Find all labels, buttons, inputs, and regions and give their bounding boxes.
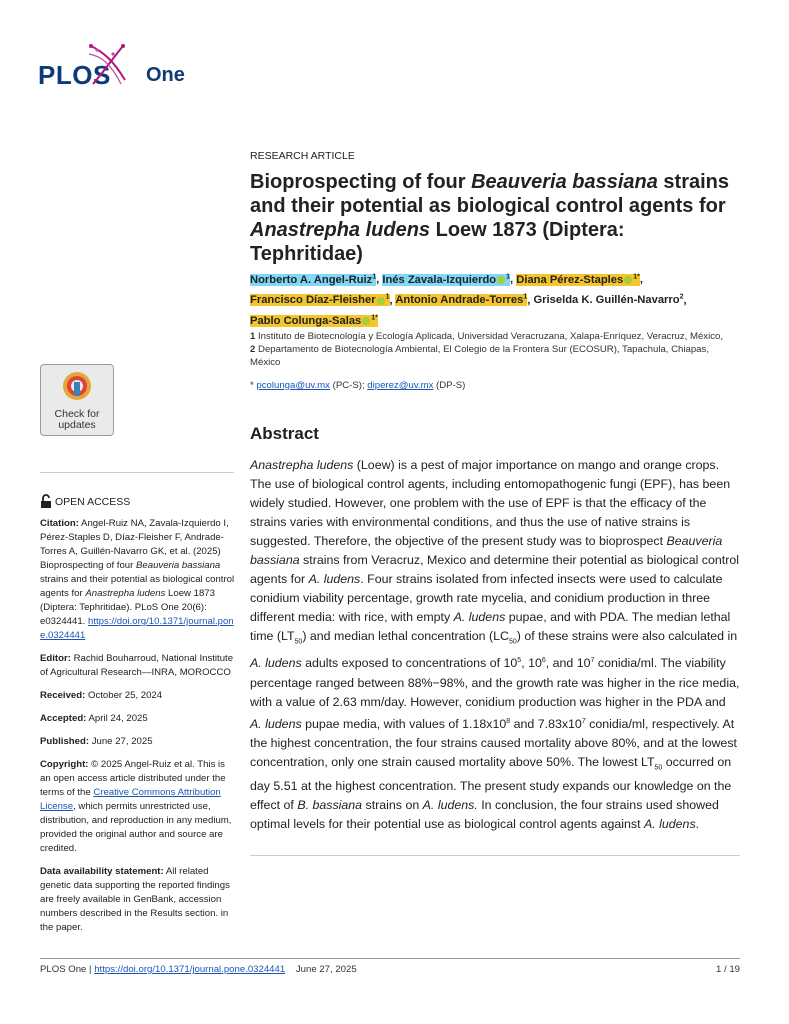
journal-logo[interactable] bbox=[38, 44, 198, 104]
footer-date: June 27, 2025 bbox=[295, 964, 357, 975]
check-updates-line1: Check for bbox=[54, 408, 100, 420]
license-link[interactable]: Creative Commons Attribution License bbox=[40, 787, 221, 812]
author-link[interactable]: Diana Pérez-Staples $^{1*}$ bbox=[516, 273, 640, 286]
plos-logo-icon bbox=[83, 40, 133, 90]
accepted-date: Accepted: April 24, 2025 bbox=[40, 713, 148, 724]
author-list: Norberto A. Angel-Ruiz$^1$, Inés Zavala-Izquierdo $^1$, Diana Pérez-Staples $^{1*}$, Francisco Díaz-Fleisher $^1$, Antonio Andrade-Torres$^1$, Griselda K. Guillén-Navarro$^2$, Pablo Colunga-Salas $^{1*}$ bbox=[250, 273, 687, 328]
open-access-text: OPEN ACCESS bbox=[55, 495, 131, 508]
crossmark-icon bbox=[61, 370, 93, 402]
sidebar-divider bbox=[40, 472, 234, 473]
email-link[interactable]: pcolunga@uv.mx bbox=[256, 380, 330, 391]
abstract-heading: Abstract bbox=[250, 424, 319, 443]
author-name: Griselda K. Guillén-Navarro$^2$ bbox=[533, 293, 684, 307]
footer-doi-link[interactable]: https://doi.org/10.1371/journal.pone.0324441 bbox=[94, 964, 286, 975]
author-link[interactable]: Pablo Colunga-Salas $^{1*}$ bbox=[250, 314, 378, 328]
orcid-icon[interactable] bbox=[377, 297, 385, 305]
author-link[interactable]: Norberto A. Angel-Ruiz$^1$ bbox=[250, 273, 377, 286]
check-for-updates-badge[interactable] bbox=[40, 364, 114, 436]
article-info-sidebar bbox=[40, 494, 236, 944]
open-lock-icon bbox=[40, 494, 52, 509]
orcid-icon[interactable] bbox=[624, 276, 632, 284]
email-link[interactable]: diperez@uv.mx bbox=[367, 380, 434, 391]
orcid-icon[interactable] bbox=[362, 317, 370, 325]
journal-logo-text: PLOS bbox=[38, 60, 111, 90]
data-availability: Data availability statement: All related genetic data supporting the reported findings are freely available in GenBank, accession numbers described in the Results section. in the paper. bbox=[40, 866, 230, 933]
affiliations: 1 Instituto de Biotecnología y Ecología Aplicada, Universidad Veracruzana, Xalapa-Enríquez, Veracruz, México, 2 Departamento de Biotecnología Ambiental, El Colegio de la Frontera Sur (ECOSUR), Tapachula, Chiapas, México bbox=[250, 331, 724, 368]
journal-logo-suffix: One bbox=[146, 64, 185, 86]
citation-doi-link[interactable]: https://doi.org/10.1371/journal.pone.0324441 bbox=[40, 616, 234, 641]
citation: Citation: Angel-Ruiz NA, Zavala-Izquierdo I, Pérez-Staples D, Díaz-Fleisher F, Andrade-Torres A, Guillén-Navarro GK, et al. (2025) Bioprospecting of four Beauveria bassiana strains and their potential as biological control agents for Anastrepha ludens Loew 1873 (Diptera: Tephritidae). PLoS One 20(6): e0324441. https://doi.org/10.1371/journal.pone.0324441 bbox=[40, 518, 235, 641]
asterisk-icon: * bbox=[250, 380, 257, 391]
copyright: Copyright: © 2025 Angel-Ruiz et al. This is an open access article distributed under the terms of the Creative Commons Attribution License, which permits unrestricted use, distribution, and reproduction in any medium, provided the original author and source are credited. bbox=[40, 759, 232, 854]
received-date: Received: October 25, 2024 bbox=[40, 690, 163, 701]
orcid-icon[interactable] bbox=[497, 276, 505, 284]
abstract-divider bbox=[250, 855, 740, 856]
open-access-label bbox=[40, 494, 236, 509]
editor: Editor: Rachid Bouharroud, National Institute of Agricultural Research—INRA, MOROCCO bbox=[40, 653, 234, 678]
check-updates-line2: updates bbox=[58, 419, 96, 431]
correspondence-emails: * pcolunga@uv.mx (PC-S); diperez@uv.mx (DP-S) bbox=[250, 380, 466, 391]
page-number: 1 / 19 bbox=[715, 964, 740, 975]
author-link[interactable]: Antonio Andrade-Torres$^1$ bbox=[395, 293, 528, 307]
published-date: Published: June 27, 2025 bbox=[40, 736, 153, 747]
article-title: Bioprospecting of four Beauveria bassiana strains and their potential as biological control agents for Anastrepha ludens Loew 1873 (Diptera: Tephritidae) bbox=[250, 171, 730, 265]
abstract-text: Anastrepha ludens (Loew) is a pest of major importance on mango and orange crops. The use of biological control agents, including entomopathogenic fungi (EPF), has been widely studied. However, one problem with the use of EPF is that the efficacy of the strains varies with environmental conditions, and thus the use of native strains is suggested. Therefore, the objective of the present study was to bioprospect Beauveria bassiana strains from Veracruz, Mexico and determine their potential as biological control agents for A. ludens. Four strains isolated from infected insects were used to calculate conidium viability percentage, growth rate mycelia, and conidium production in three different media: with rice, with empty A. ludens pupae, and with PDA. The median lethal time $(LT_{50})$ and median lethal concentration $(LC_{50})$ of these strains were also calculated in A. ludens adults exposed to concentrations of $10^5$, $10^6$, and $10^7$ conidia/ml. The viability percentage ranged between 88%−98%, and the growth rate was higher in the rice media, with a value of 2.63 mm/day. However, conidium production was higher in the PDA and A. ludens pupae media, with values of $1.18x10^8$ and $7.83x10^7$ conidia/ml, respectively. At the highest concentration, the four strains caused mortality above 80%, and at the lowest concentration, only one strain caused mortality above 50%. The lowest $LT_{50}$ occurred on day 5.51 at the highest concentration. The present study expands our knowledge on the effect of B. bassiana strains on A. ludens. In conclusion, the four strains used showed optimal levels for their potential use as biological control agents against A. ludens. bbox=[250, 458, 740, 832]
author-link[interactable]: Inés Zavala-Izquierdo $^1$ bbox=[382, 273, 511, 286]
author-link[interactable]: Francisco Díaz-Fleisher $^1$ bbox=[250, 293, 390, 307]
page-footer: PLOS One | https://doi.org/10.1371/journal.pone.0324441 June 27, 2025 bbox=[40, 964, 357, 975]
footer-divider bbox=[40, 958, 740, 959]
article-type: RESEARCH ARTICLE bbox=[250, 150, 355, 162]
